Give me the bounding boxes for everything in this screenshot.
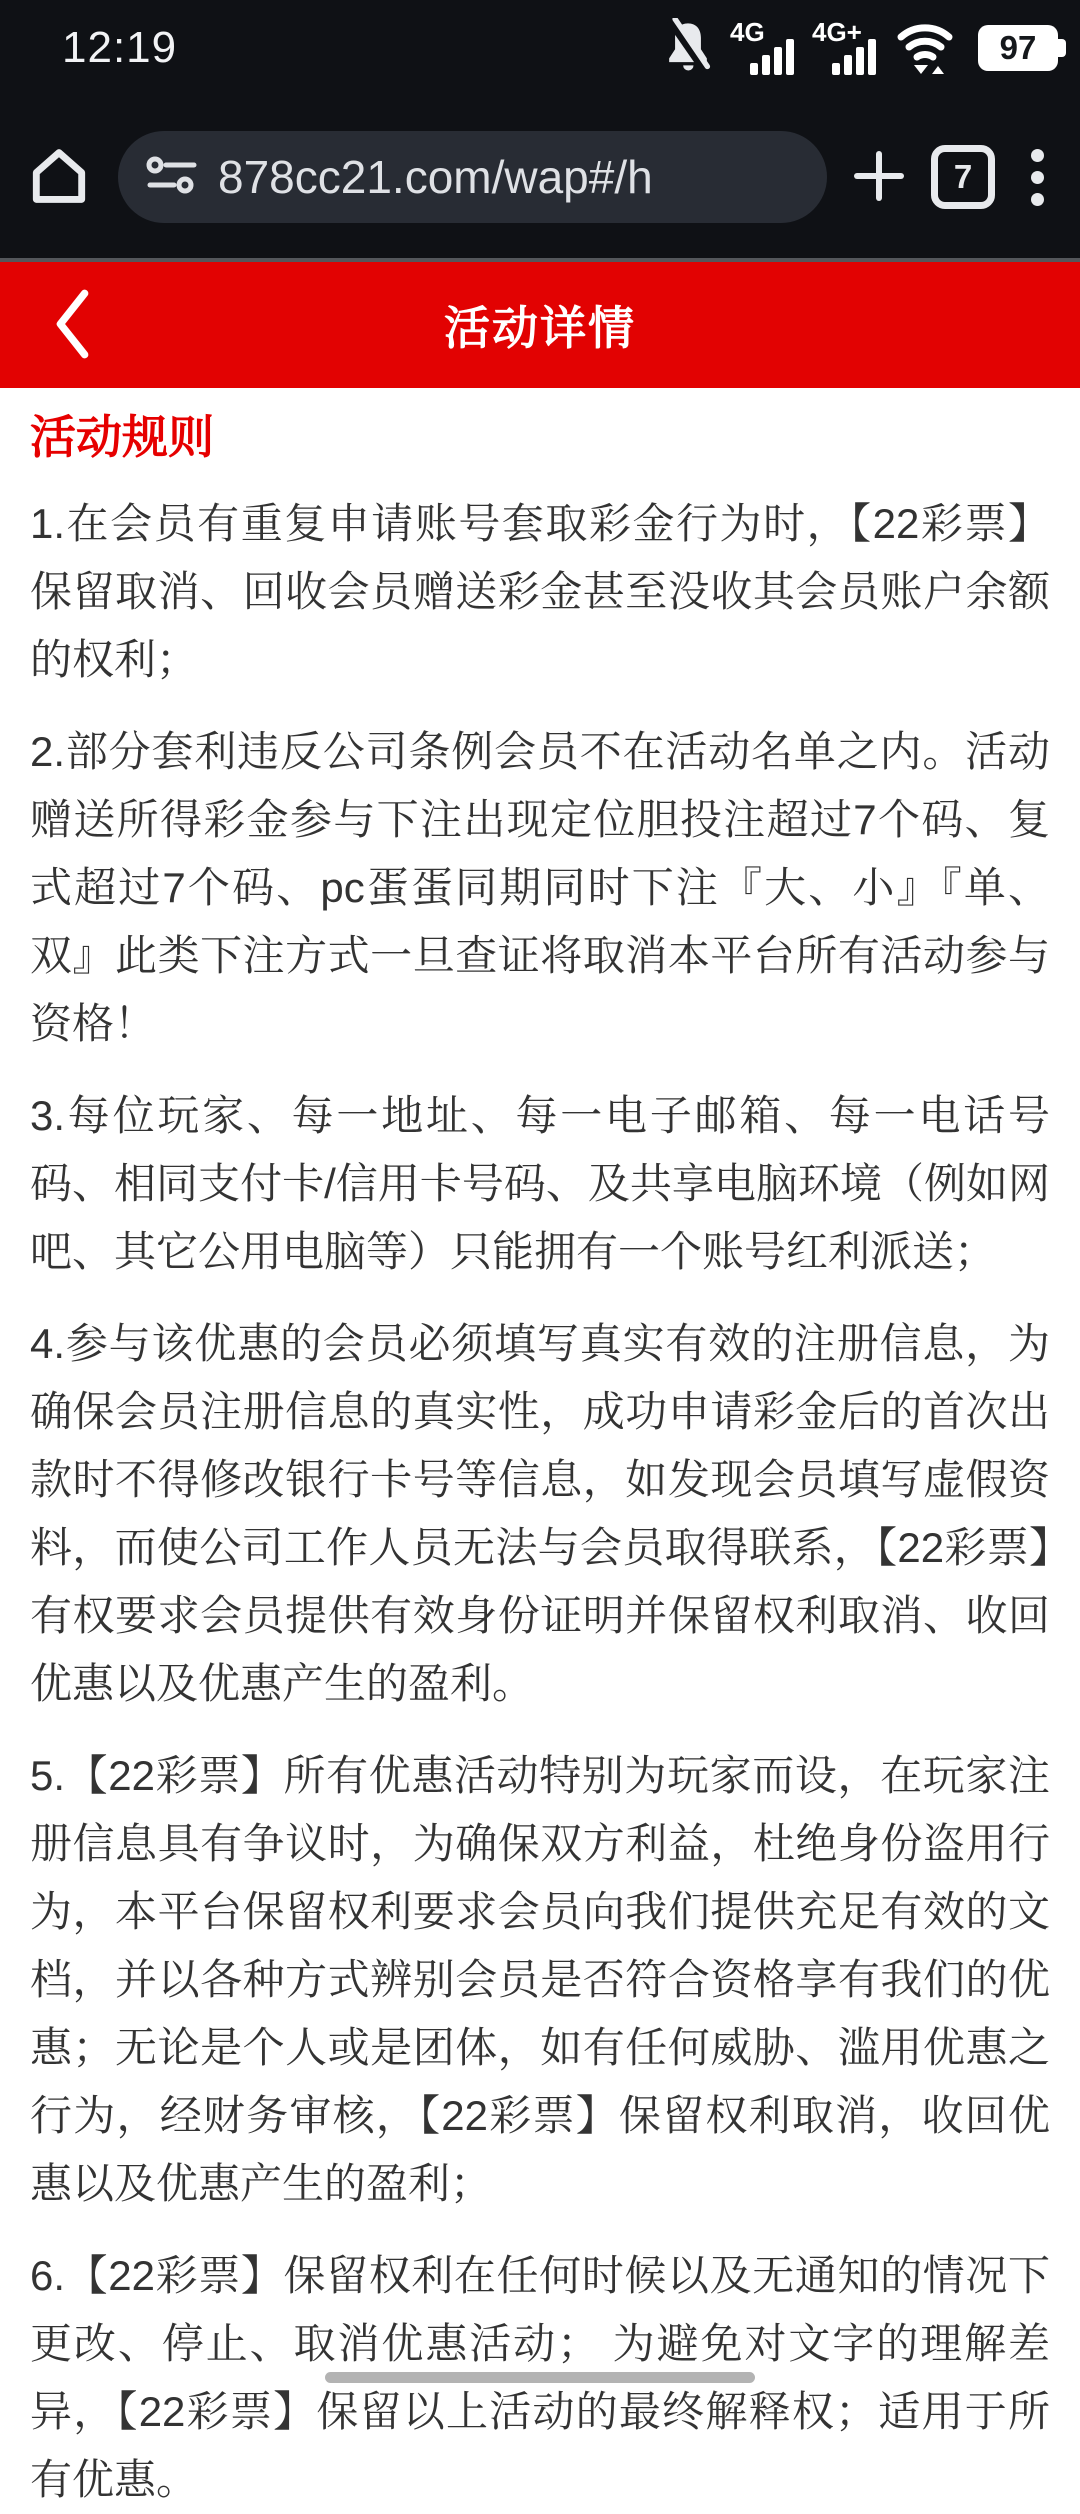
url-text: 878cc21.com/wap#/h: [218, 151, 653, 203]
browser-toolbar: [0, 96, 1080, 258]
new-tab-icon: [853, 150, 905, 205]
rules-list: [30, 490, 1050, 2514]
battery-percent: 97: [999, 29, 1037, 66]
chevron-left-icon: [50, 287, 94, 364]
status-bar: [0, 0, 1080, 96]
status-icons: [662, 17, 1058, 80]
site-settings-icon[interactable]: [144, 155, 200, 200]
new-tab-button[interactable]: [853, 150, 905, 205]
tab-count: 7: [953, 158, 973, 195]
rule-paragraph: 1.在会员有重复申请账号套取彩金行为时，【22彩票】保留取消、回收会员赠送彩金甚至没收其会员账户余额的权利；: [30, 500, 1050, 683]
signal-4g-plus-icon: 4G+: [812, 19, 878, 77]
scrollbar-handle[interactable]: [325, 2372, 755, 2383]
menu-kebab-icon: [1031, 171, 1044, 184]
rule-paragraph: 4.参与该优惠的会员必须填写真实有效的注册信息，为确保会员注册信息的真实性，成功申请彩金后的首次出款时不得修改银行卡号等信息，如发现会员填写虚假资料，而使公司工作人员无法与会员取得联系，【22彩票】有权要求会员提供有效身份证明并保留权利取消、收回优惠以及优惠产生的盈利。: [30, 1320, 1050, 1707]
browser-menu-button[interactable]: [1021, 149, 1054, 206]
back-button[interactable]: [44, 262, 100, 388]
notifications-off-icon: [662, 18, 714, 79]
activity-header: [0, 262, 1080, 388]
battery-icon: [978, 25, 1058, 71]
clock: 12:19: [62, 23, 178, 72]
tab-switcher-button[interactable]: [931, 145, 995, 209]
menu-kebab-icon: [1031, 193, 1044, 206]
activity-rules-content[interactable]: [0, 388, 1080, 2514]
rule-paragraph: 5.【22彩票】所有优惠活动特别为玩家而设，在玩家注册信息具有争议时，为确保双方利益，杜绝身份盗用行为，本平台保留权利要求会员向我们提供充足有效的文档，并以各种方式辨别会员是否符合资格享有我们的优惠；无论是个人或是团体，如有任何威胁、滥用优惠之行为，经财务审核，【22彩票】保留权利取消，收回优惠以及优惠产生的盈利；: [30, 1752, 1050, 2207]
page-title: 活动详情: [444, 302, 636, 354]
url-bar[interactable]: [118, 131, 827, 223]
menu-kebab-icon: [1031, 149, 1044, 162]
home-icon: [26, 143, 92, 212]
rule-paragraph: 3.每位玩家、每一地址、每一电子邮箱、每一电话号码、相同支付卡/信用卡号码、及共享电脑环境（例如网吧、其它公用电脑等）只能拥有一个账号红利派送；: [30, 1092, 1050, 1275]
home-button[interactable]: [26, 143, 92, 212]
wifi-icon: [894, 17, 956, 80]
rule-paragraph: 2.部分套利违反公司条例会员不在活动名单之内。活动赠送所得彩金参与下注出现定位胆投注超过7个码、复式超过7个码、pc蛋蛋同期同时下注『大、小』『单、双』此类下注方式一旦查证将取消本平台所有活动参与资格！: [30, 728, 1050, 1047]
tab-switcher-icon: [931, 145, 995, 209]
signal-4g-icon: 4G: [730, 19, 796, 77]
rules-heading: 活动规则: [30, 411, 214, 463]
rule-paragraph: 6.【22彩票】保留权利在任何时候以及无通知的情况下更改、停止、取消优惠活动； 为避免对文字的理解差异，【22彩票】保留以上活动的最终解释权；适用于所有优惠。: [30, 2252, 1050, 2503]
